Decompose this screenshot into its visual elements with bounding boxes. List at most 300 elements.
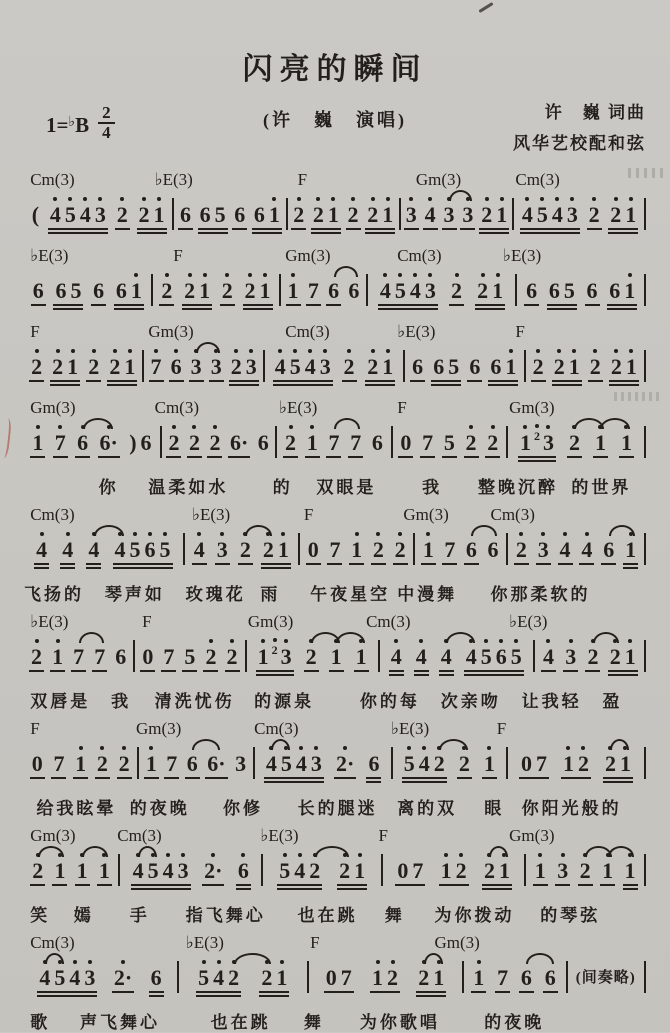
note: 1: [380, 356, 395, 378]
measure: [139, 753, 252, 775]
note: 4: [423, 204, 438, 226]
note: 2: [552, 356, 567, 378]
note-group: [494, 967, 511, 989]
note-group: [177, 204, 194, 226]
chord-label: F: [397, 398, 407, 417]
note-group: [345, 204, 362, 226]
chord-row: [24, 717, 646, 739]
scan-artifact: [478, 2, 493, 13]
lyric-segment: 玫瑰花: [185, 585, 246, 604]
note: 4: [211, 967, 226, 989]
barline: [644, 198, 646, 230]
note: 5: [146, 860, 161, 882]
note: 2: [337, 860, 352, 882]
measure: [24, 646, 133, 668]
note: 2: [182, 280, 197, 302]
note-group: [51, 860, 68, 882]
score-line: [24, 503, 646, 604]
note: 3: [536, 539, 551, 561]
note: 1: [593, 432, 608, 454]
octave-dot: [592, 197, 596, 201]
tie-arc: [439, 739, 468, 750]
octave-dot: [98, 197, 102, 201]
note-group: [532, 860, 549, 882]
note: 2: [365, 204, 380, 226]
note-group: [228, 356, 260, 378]
lyric-segment: 你: [98, 478, 119, 497]
note: 2: [585, 646, 600, 668]
octave-dot: [56, 349, 60, 353]
note: 2: [454, 860, 469, 882]
octave-dot: [314, 746, 318, 750]
note-group: [608, 356, 640, 378]
note: 1: [352, 860, 367, 882]
tie-arc: [315, 846, 349, 857]
note: 1: [75, 860, 90, 882]
note-group: [513, 539, 530, 561]
note-group: [136, 204, 168, 226]
chord-label: F: [496, 719, 507, 738]
note: 1: [619, 432, 634, 454]
chord-label: Gm(3): [403, 505, 449, 524]
note-group: [540, 646, 557, 668]
note: 7: [497, 965, 509, 990]
octave-dot: [68, 197, 72, 201]
note: 6: [180, 202, 191, 227]
measure: [508, 753, 644, 775]
note: 1: [349, 539, 364, 561]
song-title: 闪亮的瞬间: [242, 53, 428, 86]
measure: [405, 356, 523, 378]
octave-dot: [280, 960, 284, 964]
note-group: [29, 860, 46, 882]
chord-label: Cm(3): [154, 398, 199, 417]
octave-dot: [273, 638, 277, 642]
note: 6·: [207, 751, 226, 776]
octave-dot: [323, 349, 327, 353]
note: 2: [238, 539, 253, 561]
chord-label: Cm(3): [30, 933, 75, 952]
octave-dot: [56, 639, 60, 643]
meter-numerator: 2: [98, 104, 115, 124]
chord-label: ♭E(3): [397, 322, 436, 341]
octave-dot: [629, 349, 633, 353]
octave-dot: [614, 349, 618, 353]
note: 6: [236, 860, 251, 882]
measure: [263, 860, 381, 882]
note: 2: [464, 432, 479, 454]
note: 4: [78, 204, 93, 226]
note: 2: [533, 430, 541, 442]
note-group: [622, 539, 639, 561]
octave-dot: [284, 639, 288, 643]
credit-arranger: 风华艺校配和弦: [513, 133, 646, 153]
note-group: [310, 204, 342, 226]
lyric-segment: 舞: [384, 906, 405, 925]
octave-dot: [166, 853, 170, 857]
measure: [300, 539, 413, 561]
note-group: [206, 432, 223, 454]
chord-label: ♭E(3): [30, 246, 69, 265]
chord-label: F: [173, 246, 183, 265]
note-group: [74, 432, 91, 454]
score-line: [24, 610, 646, 711]
note: 2: [271, 644, 279, 656]
note: 4: [294, 753, 309, 775]
note-group: [143, 753, 160, 775]
note: 2: [307, 860, 322, 882]
lyric-segment: 飞扬的: [24, 585, 84, 604]
measure: [247, 644, 378, 668]
note-group: [403, 204, 420, 226]
octave-dot: [58, 425, 62, 429]
note: 7: [350, 430, 362, 455]
octave-dot: [566, 746, 570, 750]
note: 3: [563, 646, 578, 668]
note: 2: [608, 646, 623, 668]
note-group: [227, 432, 251, 454]
note: 3: [565, 204, 580, 226]
note-group: [441, 539, 458, 561]
note-group: [369, 432, 386, 454]
octave-dot: [481, 273, 485, 277]
note-group: [530, 356, 547, 378]
measure: [281, 280, 365, 302]
octave-dot: [154, 349, 158, 353]
chord-label: F: [30, 719, 40, 738]
note: 2: [531, 356, 546, 378]
note-group: [181, 646, 198, 668]
measure: [368, 280, 516, 302]
note: 2: [393, 539, 408, 561]
note-group: [535, 539, 552, 561]
measure: [526, 860, 644, 882]
octave-dot: [165, 273, 169, 277]
note: 1: [354, 646, 369, 668]
note: 4: [541, 646, 556, 668]
flat-sign: ♭: [68, 114, 76, 130]
note: 7: [53, 432, 68, 454]
note: 4: [389, 646, 404, 668]
note: 4: [113, 539, 128, 561]
note-group: [231, 204, 248, 226]
note: 6·: [98, 432, 120, 454]
note-group: [448, 280, 465, 302]
note: 3: [460, 204, 475, 226]
measure: [24, 753, 137, 775]
barline: [644, 854, 646, 886]
chord-row: [24, 931, 646, 953]
note: 5: [479, 646, 494, 668]
note: 4: [67, 967, 82, 989]
note-group: [191, 539, 208, 561]
note-group: [401, 753, 448, 775]
octave-dot: [230, 639, 234, 643]
lyrics-row: [24, 580, 646, 604]
note-group: [518, 753, 550, 775]
octave-dot: [248, 273, 252, 277]
chord-label: ♭E(3): [279, 398, 318, 417]
note: 1: [152, 204, 167, 226]
octave-dot: [426, 532, 430, 536]
note-group: [260, 539, 292, 561]
note-group: [208, 356, 225, 378]
note-group: [523, 280, 540, 302]
measure: [120, 860, 261, 882]
note: 2: [50, 356, 65, 378]
note-group: [303, 646, 320, 668]
note: 2: [220, 280, 235, 302]
lyrics-row: [24, 687, 646, 711]
tie-arc: [610, 739, 629, 750]
note-group: [441, 432, 458, 454]
note: 2: [475, 280, 490, 302]
note-group: [422, 204, 439, 226]
note: 5: [448, 354, 460, 379]
note-group: [326, 539, 343, 561]
note-group: [219, 280, 236, 302]
octave-dot: [272, 197, 276, 201]
note: 3: [541, 432, 556, 454]
note: 0: [307, 537, 319, 562]
note: 2: [159, 280, 174, 302]
measure: [255, 753, 391, 775]
note: 0: [325, 965, 337, 990]
note-group: [347, 432, 364, 454]
note: 6: [140, 430, 152, 455]
lyric-segment: 的源泉: [254, 692, 315, 711]
notes-row: [24, 632, 646, 678]
measure: [380, 646, 533, 668]
tie-arc: [471, 525, 497, 536]
octave-dot: [71, 349, 75, 353]
octave-dot: [241, 853, 245, 857]
note-group: [562, 646, 579, 668]
chord-label: Gm(3): [509, 398, 555, 417]
notes-row: [24, 418, 646, 464]
note-group: [36, 967, 98, 989]
note-group: [52, 280, 84, 302]
note: 1: [144, 753, 159, 775]
lyric-segment: 手: [129, 906, 150, 925]
note: 3: [442, 204, 457, 226]
octave-dot: [469, 425, 473, 429]
note-group: [415, 967, 447, 989]
note-group: [560, 753, 592, 775]
lyric-segment: 眼: [484, 799, 505, 818]
octave-dot: [202, 960, 206, 964]
chord-label: F: [378, 826, 388, 845]
chord-label: F: [297, 170, 308, 189]
note: 1: [618, 753, 633, 775]
octave-dot: [133, 532, 137, 536]
chord-label: Gm(3): [30, 398, 76, 417]
note-group: [618, 432, 635, 454]
chord-row: [24, 824, 646, 846]
chord-label: ♭E(3): [154, 170, 193, 189]
lyric-segment: 离的双: [397, 799, 458, 818]
note: 1: [623, 646, 638, 668]
note: 4: [264, 753, 279, 775]
octave-dot: [561, 853, 565, 857]
note-group: [438, 646, 455, 668]
note-group: [202, 646, 219, 668]
measure: [393, 432, 506, 454]
tie-arc: [526, 953, 554, 964]
note-group: [304, 432, 321, 454]
note: 1: [431, 967, 446, 989]
note-group: [466, 356, 483, 378]
note: 1: [276, 539, 291, 561]
note: 6: [544, 965, 556, 990]
chord-label: Gm(3): [148, 322, 194, 341]
note: 2: [107, 356, 122, 378]
note: 1: [73, 753, 88, 775]
score-line: [24, 396, 646, 497]
lyric-segment: 你阳光般的: [521, 799, 622, 818]
octave-dot: [220, 532, 224, 536]
note-group: [328, 646, 345, 668]
chord-label: ♭E(3): [390, 719, 430, 738]
interlude-note: (间奏略): [575, 970, 636, 986]
lyric-segment: 你的每: [359, 692, 420, 711]
octave-dot: [485, 197, 489, 201]
note-group: [365, 753, 382, 775]
note-group: [201, 860, 225, 882]
note: 1: [305, 432, 320, 454]
key-prefix: 1=: [46, 112, 69, 137]
lyric-segment: 你修: [223, 799, 264, 818]
note: 7: [444, 537, 456, 562]
note: 2: [365, 356, 380, 378]
note-group: [481, 753, 498, 775]
octave-dot: [134, 273, 138, 277]
measure: [514, 204, 644, 226]
measure: [162, 432, 275, 454]
note: 3: [244, 356, 259, 378]
note: 2: [226, 967, 241, 989]
tie-arc: [446, 632, 475, 643]
lyric-segment: 的琴弦: [540, 906, 601, 925]
note: 7: [53, 751, 65, 776]
octave-dot: [541, 532, 545, 536]
tie-arc: [45, 953, 64, 964]
note: 2·: [112, 967, 134, 989]
note: 6: [143, 539, 158, 561]
note: 5: [70, 278, 82, 303]
octave-dot: [88, 960, 92, 964]
note-group: [70, 646, 87, 668]
octave-dot: [570, 197, 574, 201]
octave-dot: [422, 746, 426, 750]
octave-dot: [386, 349, 390, 353]
chord-label: Cm(3): [366, 612, 411, 631]
note-group: [487, 356, 519, 378]
octave-dot: [308, 349, 312, 353]
note-group: [622, 860, 639, 882]
note: 1: [490, 280, 505, 302]
note: 5: [63, 204, 78, 226]
lyric-segment: 的夜晚: [484, 1013, 545, 1032]
notes-row: [24, 525, 646, 571]
note: 0: [142, 644, 154, 669]
note-group: [333, 753, 357, 775]
note: 6: [412, 354, 424, 379]
tie-arc: [38, 846, 64, 857]
measure: [265, 356, 403, 378]
notes-row: [24, 846, 646, 892]
performer-note: (许 巍 演唱): [263, 110, 407, 130]
note-group: [30, 280, 47, 302]
note: 2: [432, 753, 447, 775]
tie-arc: [449, 190, 472, 201]
note: 3: [209, 356, 224, 378]
note: 3: [93, 204, 108, 226]
tie-arc: [608, 846, 634, 857]
note: 4: [464, 646, 479, 668]
note-group: [413, 646, 430, 668]
octave-dot: [519, 532, 523, 536]
chord-label: Cm(3): [490, 505, 535, 524]
note-group: [607, 204, 639, 226]
lyric-segment: 盈: [602, 692, 623, 711]
octave-dot: [35, 639, 39, 643]
measure: [508, 539, 644, 561]
octave-dot: [525, 197, 529, 201]
notes-row: [24, 190, 646, 236]
note: 2: [291, 204, 306, 226]
octave-dot: [197, 532, 201, 536]
lyric-segment: 琴声如: [104, 585, 165, 604]
note-group: [577, 860, 594, 882]
scan-artifact: [0, 418, 12, 459]
octave-dot: [371, 349, 375, 353]
tie-arc: [79, 632, 104, 643]
note-group: [388, 646, 405, 668]
octave-dot: [92, 349, 96, 353]
note-group: [188, 356, 205, 378]
note: 4: [408, 280, 423, 302]
key-note: B: [75, 112, 90, 137]
chord-label: Gm(3): [247, 612, 294, 631]
score-line: [24, 717, 646, 818]
note-group: [235, 860, 252, 882]
note: 7: [340, 965, 352, 990]
chord-label: Gm(3): [30, 826, 76, 845]
note: 6·: [229, 430, 249, 455]
note-group: [586, 204, 603, 226]
measure: [24, 539, 183, 561]
note: 6: [93, 278, 105, 303]
lyric-segment: 嫣: [73, 906, 94, 925]
octave-dot: [36, 425, 40, 429]
note: 2: [482, 860, 497, 882]
lyric-segment: 你那柔软的: [490, 585, 591, 604]
octave-dot: [203, 273, 207, 277]
measure: [24, 967, 177, 989]
note: 6: [169, 356, 184, 378]
measure: [24, 356, 142, 378]
note-group: [113, 280, 145, 302]
note-group: [554, 860, 571, 882]
note-group: [49, 356, 81, 378]
note: 2·: [334, 753, 356, 775]
note-group: [370, 539, 387, 561]
credits: [513, 98, 646, 159]
note: 2: [261, 539, 276, 561]
note: 6: [548, 278, 560, 303]
octave-dot: [181, 853, 185, 857]
